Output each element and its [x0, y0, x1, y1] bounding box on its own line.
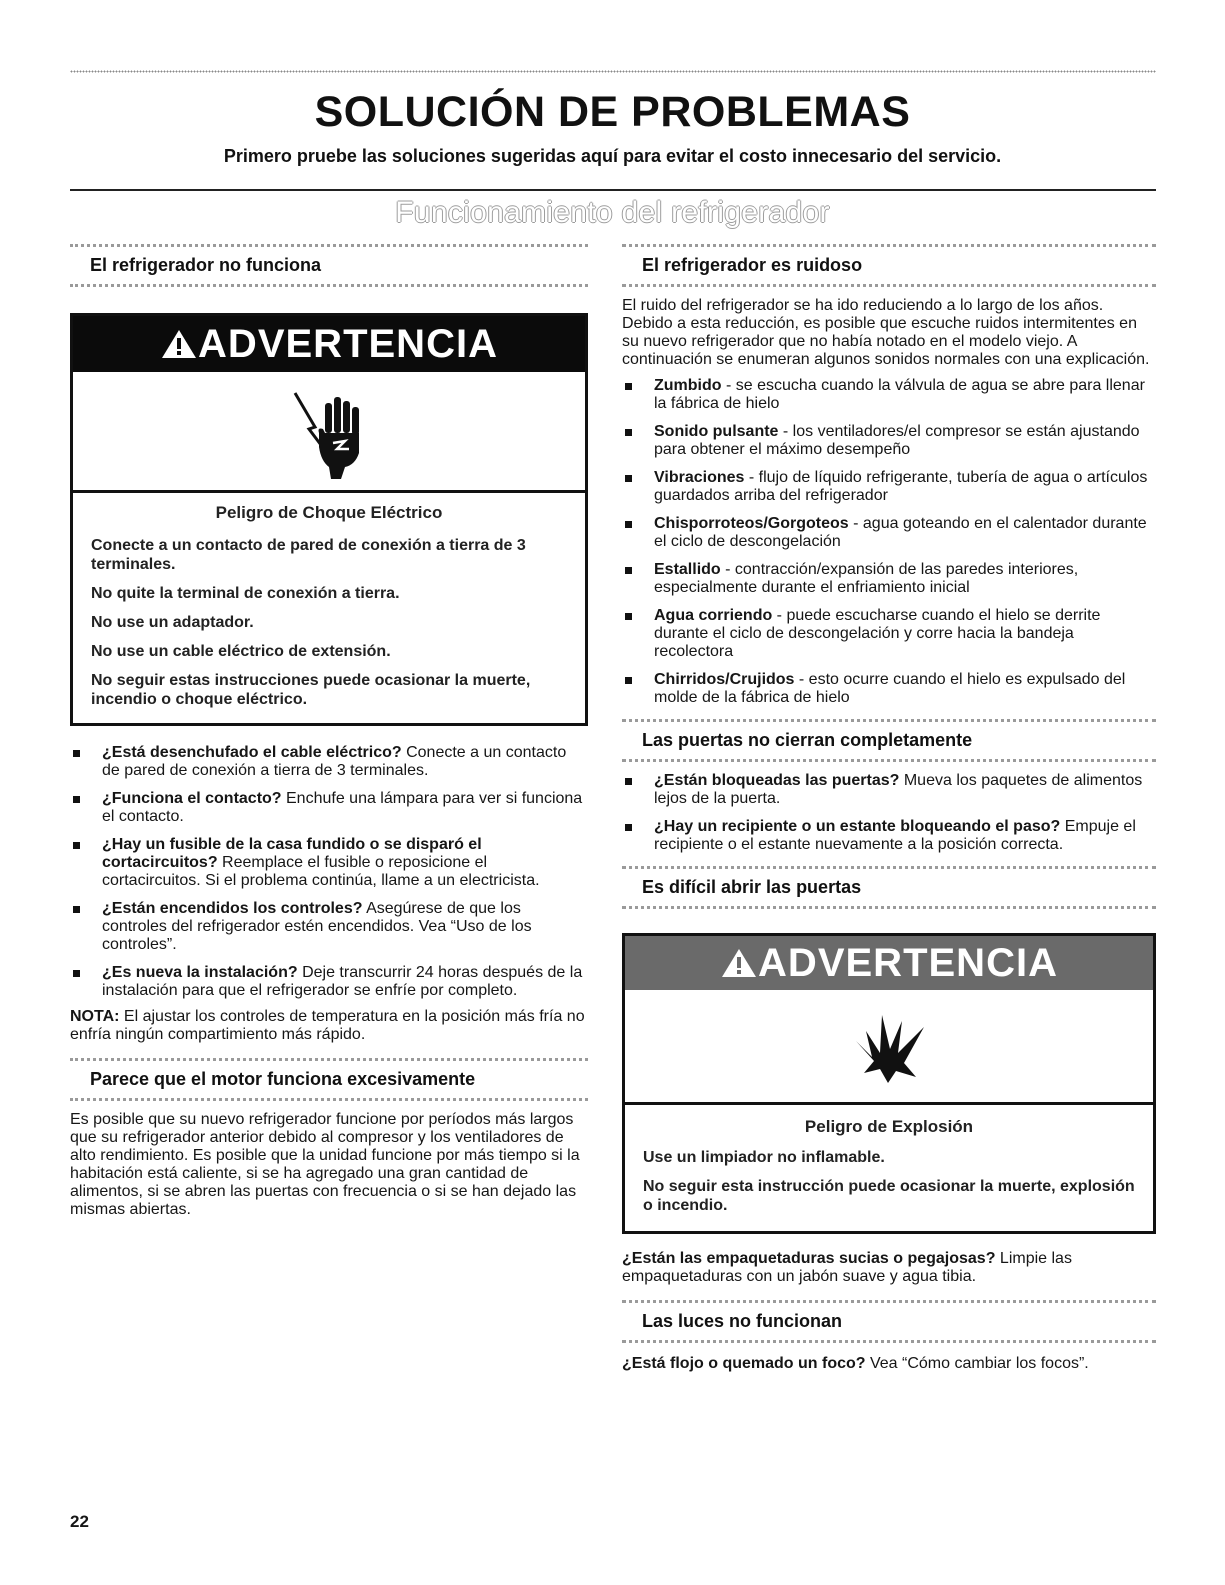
- heading-doors-close: [622, 719, 1156, 762]
- warning-line: Conecte a un contacto de pared de conexión a tierra de 3 terminales.: [91, 537, 526, 573]
- warning-line: No seguir esta instrucción puede ocasionar la muerte, explosión o incendio.: [643, 1178, 1135, 1214]
- answer: Asegúrese de que los controles del refrigerador estén encendidos. Vea “Uso de los controles”.: [102, 900, 532, 953]
- heading-label: Las puertas no cierran completamente: [642, 730, 973, 750]
- heading-label: Es difícil abrir las puertas: [642, 877, 862, 897]
- warning-triangle-icon: [160, 328, 198, 360]
- answer: Deje transcurrir 24 horas después de la instalación para que el refrigerador se enfríe por completo.: [102, 964, 583, 999]
- question: ¿Es nueva la instalación?: [102, 964, 298, 981]
- heading-not-working: [70, 244, 588, 287]
- noise-intro: El ruido del refrigerador se ha ido reduciendo a lo largo de los años. Debido a esta reducción, es posible que escuche ruidos intermitentes en su nuevo refrigerador que no había notado en el modelo viejo. A continuación se enumeran algunos sonidos normales con una explicación.: [622, 297, 1150, 368]
- list-item: [622, 607, 1156, 661]
- heading-label: El refrigerador no funciona: [90, 255, 322, 275]
- warning-line: No use un adaptador.: [91, 614, 254, 631]
- sound-name: Vibraciones: [654, 469, 745, 486]
- explosion-icon: [844, 1001, 934, 1091]
- heading-label: Las luces no funcionan: [642, 1311, 843, 1331]
- sound-desc: - puede escucharse cuando el hielo se derrite durante el ciclo de descongelación y corre hacia la bandeja recolectora: [654, 607, 1101, 660]
- list-item: [622, 772, 1156, 808]
- sound-desc: - agua goteando en el calentador durante el ciclo de descongelación: [654, 515, 1147, 550]
- heading-noisy: [622, 244, 1156, 287]
- list-item: [70, 836, 588, 890]
- warning-line: No use un cable eléctrico de extensión.: [91, 643, 391, 660]
- warning-line: No quite la terminal de conexión a tierra.: [91, 585, 400, 602]
- hazard-title: Peligro de Explosión: [804, 1117, 974, 1136]
- answer: Enchufe una lámpara para ver si funciona el contacto.: [102, 790, 583, 825]
- list-item: [70, 964, 588, 1000]
- section-title: Funcionamiento del refrigerador: [395, 196, 830, 229]
- answer: Reemplace el fusible o reposicione el cortacircuitos. Si el problema continúa, llame a un electricista.: [102, 854, 540, 889]
- checklist-not-working: [70, 744, 588, 1000]
- heading-doors-hard: [622, 866, 1156, 909]
- sound-name: Estallido: [654, 561, 721, 578]
- sound-name: Sonido pulsante: [654, 423, 779, 440]
- sound-name: Chirridos/Crujidos: [654, 671, 795, 688]
- answer: Vea “Cómo cambiar los focos”.: [865, 1355, 1089, 1372]
- sound-desc: - esto ocurre cuando el hielo es expulsado del molde de la fábrica de hielo: [654, 671, 1126, 706]
- gasket-paragraph: [622, 1250, 1156, 1286]
- page-number: 22: [70, 1512, 89, 1531]
- warning-icon-area: [73, 372, 585, 493]
- answer: Limpie las empaquetaduras con un jabón suave y agua tibia.: [622, 1250, 1072, 1285]
- warning-line: Use un limpiador no inflamable.: [643, 1149, 885, 1166]
- warning-body: [73, 493, 585, 723]
- list-item: [622, 561, 1156, 597]
- question: ¿Están bloqueadas las puertas?: [654, 772, 900, 789]
- top-dotted-rule: [70, 70, 1156, 73]
- warning-box-explosion: [622, 933, 1156, 1234]
- note-label: NOTA:: [70, 1008, 120, 1025]
- sound-desc: - se escucha cuando la válvula de agua se abre para llenar la fábrica de hielo: [654, 377, 1145, 412]
- warning-icon-area: [625, 990, 1153, 1105]
- sound-desc: - flujo de líquido refrigerante, tubería de agua o artículos guardados arriba del refrigerador: [654, 469, 1148, 504]
- question: ¿Hay un fusible de la casa fundido o se disparó el cortacircuitos?: [102, 836, 482, 871]
- sound-name: Zumbido: [654, 377, 722, 394]
- right-column: [622, 244, 1156, 1373]
- bulb-paragraph: [622, 1355, 1156, 1373]
- question: ¿Están las empaquetaduras sucias o pegajosas?: [622, 1250, 996, 1267]
- page-title: SOLUCIÓN DE PROBLEMAS: [314, 88, 911, 136]
- warning-header-text: ADVERTENCIA: [198, 322, 498, 366]
- answer: Conecte a un contacto de pared de conexión a tierra de 3 terminales.: [102, 744, 567, 779]
- page-subtitle: Primero pruebe las soluciones sugeridas aquí para evitar el costo innecesario del servicio.: [223, 146, 1002, 166]
- list-item: [622, 671, 1156, 707]
- list-item: [70, 790, 588, 826]
- question: ¿Está desenchufado el cable eléctrico?: [102, 744, 402, 761]
- list-item: [622, 423, 1156, 459]
- answer: Empuje el recipiente o el estante nuevamente a la posición correcta.: [654, 818, 1136, 853]
- list-item: [70, 744, 588, 780]
- question: ¿Están encendidos los controles?: [102, 900, 363, 917]
- warning-box-electric: [70, 313, 588, 726]
- door-list: [622, 772, 1156, 854]
- warning-header-text: ADVERTENCIA: [758, 941, 1058, 985]
- question: ¿Funciona el contacto?: [102, 790, 282, 807]
- motor-paragraph: Es posible que su nuevo refrigerador funcione por períodos más largos que su refrigerador anterior debido al compresor y los ventiladores de alto rendimiento. Es posible que la unidad funcione por más tiempo si la habitación está caliente, si se ha agregado una gran cantidad de alimentos, si se abren las puertas con frecuencia o si se han dejado las mismas abiertas.: [70, 1111, 580, 1218]
- warning-body: [625, 1105, 1153, 1231]
- sound-desc: - los ventiladores/el compresor se están ajustando para obtener el máximo desempeño: [654, 423, 1140, 458]
- electric-shock-hand-icon: [289, 383, 369, 479]
- warning-header: [73, 316, 585, 372]
- heading-label: El refrigerador es ruidoso: [642, 255, 863, 275]
- list-item: [622, 377, 1156, 413]
- answer: Mueva los paquetes de alimentos lejos de la puerta.: [654, 772, 1143, 807]
- heading-lights: [622, 1300, 1156, 1343]
- question: ¿Está flojo o quemado un foco?: [622, 1355, 866, 1372]
- sound-desc: - contracción/expansión de las paredes interiores, especialmente durante el enfriamiento inicial: [654, 561, 1079, 596]
- list-item: [622, 469, 1156, 505]
- header-divider: [70, 189, 1156, 191]
- warning-triangle-icon: [720, 947, 758, 979]
- question: ¿Hay un recipiente o un estante bloqueando el paso?: [654, 818, 1061, 835]
- warning-header: [625, 936, 1153, 990]
- list-item: [622, 818, 1156, 854]
- heading-label: Parece que el motor funciona excesivamente: [90, 1069, 476, 1089]
- sound-name: Chisporroteos/Gorgoteos: [654, 515, 849, 532]
- list-item: [70, 900, 588, 954]
- note: [70, 1008, 588, 1044]
- noise-list: [622, 377, 1156, 707]
- heading-motor: [70, 1058, 588, 1101]
- left-column: [70, 244, 588, 1219]
- list-item: [622, 515, 1156, 551]
- note-text: El ajustar los controles de temperatura en la posición más fría no enfría ningún compartimiento más rápido.: [70, 1008, 585, 1043]
- hazard-title: Peligro de Choque Eléctrico: [215, 503, 443, 522]
- sound-name: Agua corriendo: [654, 607, 773, 624]
- warning-line: No seguir estas instrucciones puede ocasionar la muerte, incendio o choque eléctrico.: [91, 672, 531, 708]
